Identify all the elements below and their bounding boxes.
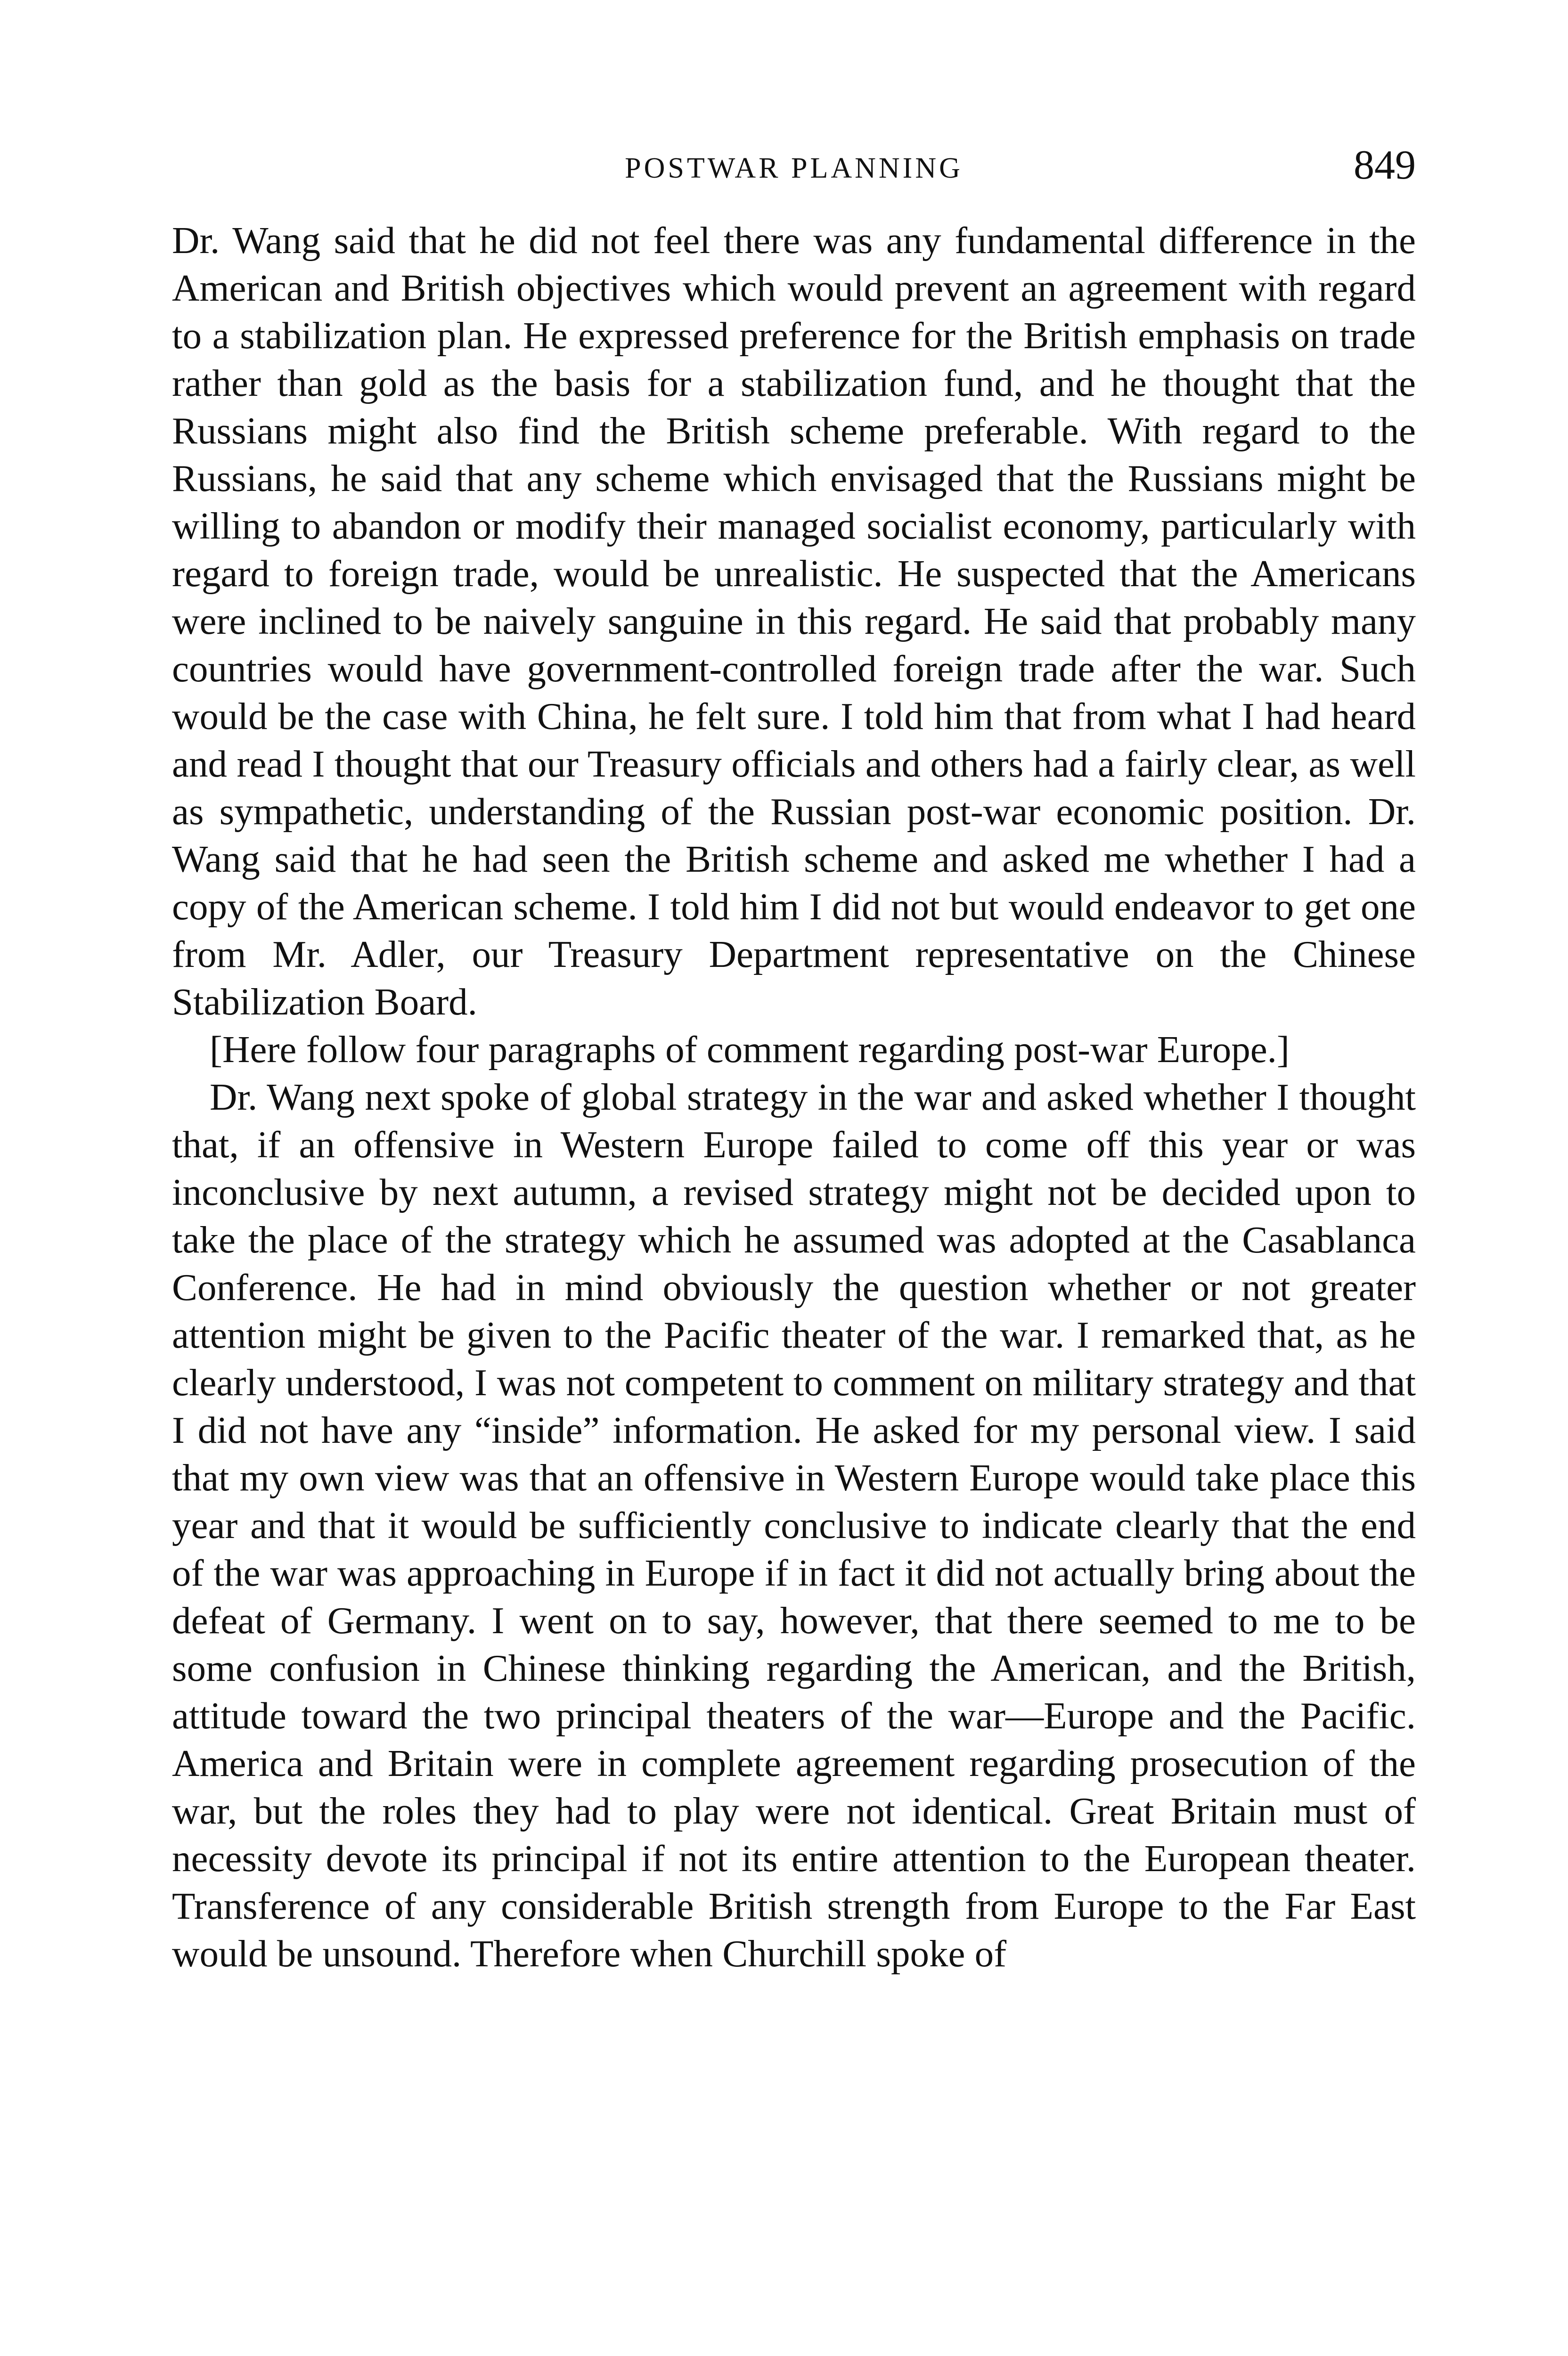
running-title: POSTWAR PLANNING	[625, 152, 963, 184]
running-head	[172, 141, 1416, 198]
editorial-note: [Here follow four paragraphs of comment regarding post-war Europe.]	[210, 1028, 1290, 1071]
body-text	[172, 217, 1416, 1978]
page-number: 849	[1354, 142, 1416, 188]
paragraph-global-strategy: Dr. Wang next spoke of global strategy in the war and asked whether I thought that, if an offensive in Western Europe failed to come off this year or was inconclusive by next autumn, a revised strategy might not be decided upon to take the place of the strategy which he assumed was adopted at the Casablanca Conference. He had in mind obviously the question whether or not greater attention might be given to the Pacific theater of the war. I remarked that, as he clearly understood, I was not competent to comment on military strategy and that I did not have any “inside” information. He asked for my personal view. I said that my own view was that an offensive in Western Europe would take place this year and that it would be sufficiently conclusive to indicate clearly that the end of the war was approaching in Europe if in fact it did not actually bring about the defeat of Germany. I went on to say, however, that there seemed to me to be some confusion in Chinese thinking regarding the American, and the British, attitude toward the two principal theaters of the war—Europe and the Pacific. America and Britain were in complete agreement regarding prosecution of the war, but the roles they had to play were not identical. Great Britain must of necessity devote its principal if not its entire attention to the European theater. Transference of any considerable British strength from Europe to the Far East would be unsound. Therefore when Churchill spoke of	[172, 1076, 1416, 1975]
paragraph-stabilization: Dr. Wang said that he did not feel there was any fundamental difference in the American and British objectives which would prevent an agreement with regard to a stabilization plan. He expressed preference for the British emphasis on trade rather than gold as the basis for a stabilization fund, and he thought that the Russians might also find the British scheme preferable. With regard to the Russians, he said that any scheme which envisaged that the Russians might be willing to abandon or modify their managed socialist economy, particularly with regard to foreign trade, would be unrealistic. He suspected that the Americans were inclined to be naively sanguine in this regard. He said that probably many countries would have government-controlled foreign trade after the war. Such would be the case with China, he felt sure. I told him that from what I had heard and read I thought that our Treasury officials and others had a fairly clear, as well as sympathetic, understanding of the Russian post-war economic position. Dr. Wang said that he had seen the British scheme and asked me whether I had a copy of the American scheme. I told him I did not but would endeavor to get one from Mr. Adler, our Treasury Department representative on the Chinese Stabilization Board.	[172, 219, 1416, 1023]
